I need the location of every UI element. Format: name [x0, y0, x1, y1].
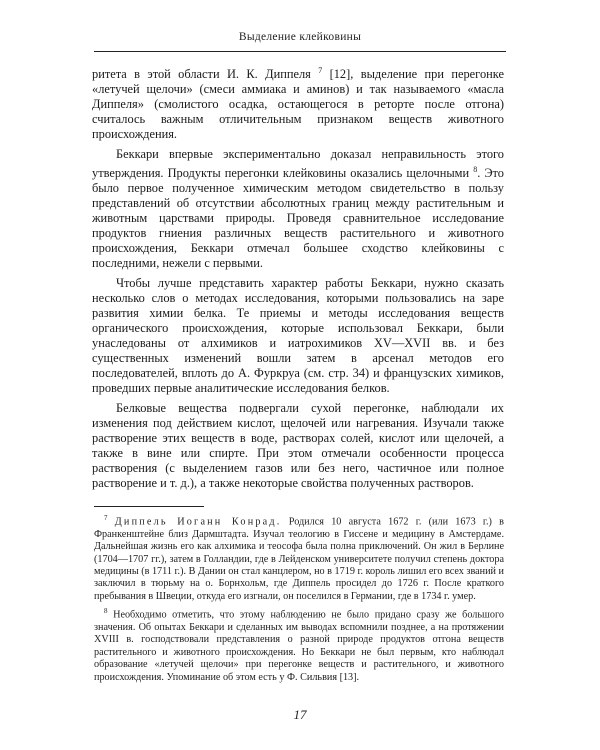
paragraph-2-rest: . Это было первое полученное химическим методом свидетельство в пользу представлений об отсутствии абсолютных границ между растительным и животным царствами природы. Проведя сравнительное исследование продуктов гниения различных веществ растительного и животного происхождения, Беккари отмечал большее сходство клейковины с последними, нежели с первыми.: [92, 166, 504, 271]
paragraph-4: Белковые вещества подвергали сухой перегонке, наблюдали их изменения под действием кислот, щелочей или нагревания. Изучали также растворение этих веществ в воде, растворах солей, кислот или щелочей, а также в вине или спирте. При этом отмечали особенности процесса растворения (с выделением газов или без него, частичное или полное растворение и т. д.), а также некоторые свойства полученных растворов.: [92, 401, 504, 491]
running-header: Выделение клейковины: [238, 31, 362, 43]
paragraph-1-start: ритета в этой области И. К. Диппеля: [92, 67, 319, 82]
footnote-7: [94, 512, 504, 603]
footnote-7-text: Родился 10 августа 1672 г. (или 1673 г.) в Франкенштейне близ Дармштадта. Изучал теологию в Гиссене и медицину в Амстердаме. Дальнейшая жизнь его как алхимика и теософа была полна приключений. Он жил в Берлине (1704—1707 гг.), затем в Голландии, где в Лейденском университете получил степень доктора медицины (в 1711 г.). В Дании он стал канцлером, но в 1719 г. король лишил его всех званий и заключил в тюрьму на о. Борнхольм, где Диппель просидел до 1726 г. После краткого пребывания в Швеции, откуда его изгнали, он поселился в Германии, где в 1734 г. умер.: [94, 516, 504, 602]
header-rule: [94, 51, 506, 52]
footnote-ref-7[interactable]: 7: [318, 66, 323, 75]
main-text: [92, 63, 504, 491]
paragraph-1-rest: [12], выделение при перегонке «летучей щелочи» (смеси аммиака и аминов) и так называемого «масла Диппеля» (смолистого осадка, остающегося в реторте после отгона) считалось важным отличительным признаком веществ животного происхождения.: [92, 67, 504, 142]
page-number: 17: [293, 707, 307, 722]
paragraph-3: Чтобы лучше представить характер работы Беккари, нужно сказать несколько слов о методах исследования, которыми пользовались на заре развития химии белка. Те приемы и методы исследования веществ органического происхождения, которые использовал Беккари, были унаследованы от алхимиков и иатрохимиков XV—XVII вв. и без существенных изменений вошли затем в арсенал методов его последователей, вплоть до А. Фуркруа (см. стр. 34) и французских химиков, проведших первые аналитические исследования белков.: [92, 276, 504, 396]
footnote-8-text: Необходимо отметить, что этому наблюдению не было придано сразу же большого значения. Об опытах Беккари и сделанных им выводах вспомнили позднее, а на протяжении XVIII в. господствовали представления о разной природе продуктов отгона веществ растительного и животного происхождения. Но Беккари не был первым, кто наблюдал образование «летучей щелочи» при перегонке веществ и растительного, и животного происхождения. Упоминание об этом есть у Ф. Сильвия [13].: [94, 609, 504, 683]
footnote-ref-8[interactable]: 8: [473, 165, 478, 175]
footnote-mark-8: 8: [104, 607, 108, 616]
paragraph-2: [92, 147, 504, 271]
footnotes: [94, 512, 504, 684]
footnote-mark-7: 7: [104, 514, 108, 522]
footnote-8: [94, 605, 504, 684]
footnote-7-name: Диппель Иоганн Конрад.: [114, 516, 282, 528]
paragraph-2-start: Беккари впервые экспериментально доказал неправильность этого утверждения. Продукты перегонки клейковины оказались щелочными: [92, 147, 504, 181]
paragraph-1: [92, 63, 504, 142]
footnote-rule: [94, 506, 204, 507]
